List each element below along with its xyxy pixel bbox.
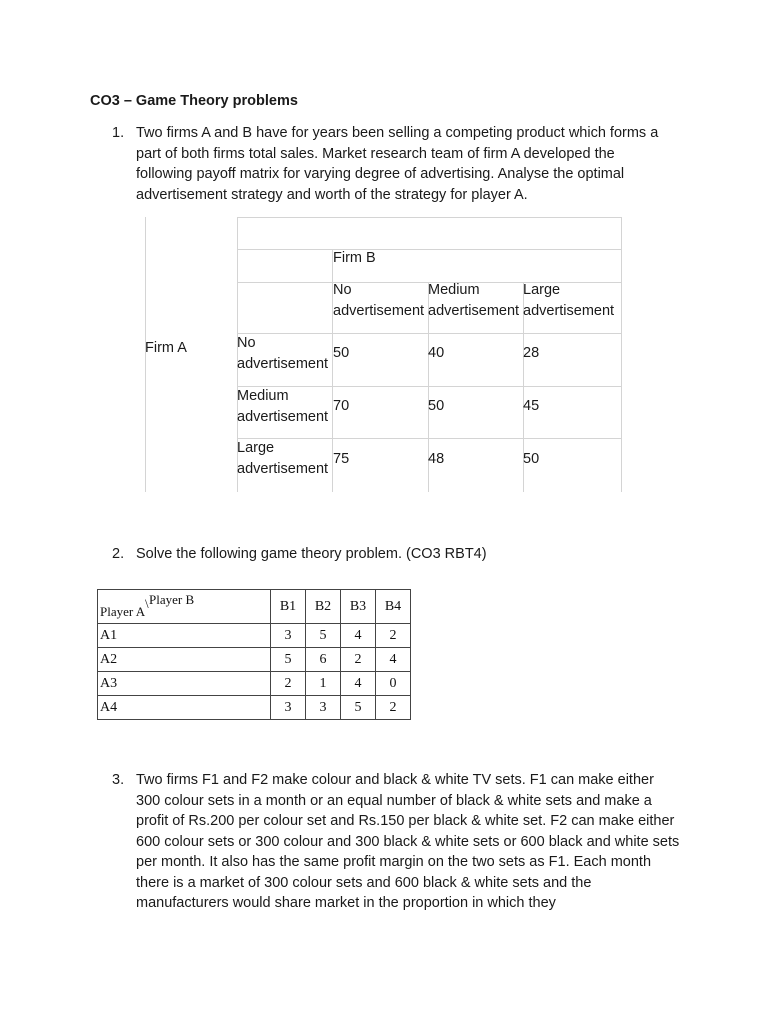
col-header: B2 — [306, 590, 341, 624]
col-player-label: Player B — [149, 592, 195, 607]
col-header: B4 — [376, 590, 411, 624]
payoff-cell: 50 — [333, 345, 350, 361]
payoff-cell: 1 — [306, 672, 341, 696]
question-text: Two firms F1 and F2 make colour and black & white TV sets. F1 can make either 300 colour sets in a month or an equal number of black & white sets and make a profit of Rs.200 per colour set and Rs.150 per black & white set. F2 can make either 600 colour sets or 300 colour and 300 black & white sets or 600 black and white sets per month. It also has the same profit margin on the two sets as F1. Each month there is a market of 300 colour sets and 600 black & white sets and the manufacturers would share market in the proportion in which they — [136, 772, 680, 911]
corner-cell: Player A \ Player B — [98, 590, 271, 624]
row-header: A2 — [98, 648, 271, 672]
payoff-cell: 50 — [523, 451, 540, 467]
row-header: A4 — [98, 696, 271, 720]
payoff-cell: 75 — [333, 451, 350, 467]
payoff-cell: 3 — [306, 696, 341, 720]
payoff-cell: 48 — [428, 451, 445, 467]
question-number: 1. — [112, 125, 125, 141]
col-header: Medium advertisement — [428, 282, 520, 319]
row-header: Medium advertisement — [237, 388, 329, 425]
payoff-cell: 0 — [376, 672, 411, 696]
game-matrix-table — [97, 589, 411, 720]
payoff-cell: 70 — [333, 398, 350, 414]
question-text: Two firms A and B have for years been selling a competing product which forms a part of both firms total sales. Market research team of firm A developed the following payoff matrix for varying degree of advertising. Analyse the optimal advertisement strategy and worth of the strategy for player A. — [136, 125, 659, 203]
payoff-cell: 2 — [376, 696, 411, 720]
table-row — [98, 624, 411, 648]
payoff-matrix-table — [145, 217, 622, 492]
row-player-label: Firm A — [145, 340, 187, 356]
question-number: 2. — [112, 546, 125, 562]
payoff-cell: 28 — [523, 345, 540, 361]
col-header: B1 — [271, 590, 306, 624]
payoff-cell: 2 — [271, 672, 306, 696]
table-row — [98, 648, 411, 672]
payoff-cell: 2 — [376, 624, 411, 648]
payoff-cell: 45 — [523, 398, 540, 414]
payoff-cell: 6 — [306, 648, 341, 672]
col-header: B3 — [341, 590, 376, 624]
payoff-cell: 50 — [428, 398, 445, 414]
page-title: CO3 – Game Theory problems — [90, 93, 298, 109]
payoff-cell: 40 — [428, 345, 445, 361]
payoff-cell: 5 — [341, 696, 376, 720]
payoff-cell: 3 — [271, 624, 306, 648]
question-text: Solve the following game theory problem. (CO3 RBT4) — [136, 546, 487, 562]
payoff-cell: 4 — [341, 672, 376, 696]
row-header: A1 — [98, 624, 271, 648]
payoff-cell: 3 — [271, 696, 306, 720]
row-header: A3 — [98, 672, 271, 696]
row-header: Large advertisement — [237, 440, 329, 477]
table-row — [98, 672, 411, 696]
question-number: 3. — [112, 772, 125, 788]
col-player-label: Firm B — [333, 250, 376, 266]
payoff-cell: 4 — [376, 648, 411, 672]
payoff-cell: 5 — [306, 624, 341, 648]
table-row — [98, 696, 411, 720]
payoff-cell: 5 — [271, 648, 306, 672]
row-player-label: Player A — [100, 604, 146, 619]
payoff-cell: 2 — [341, 648, 376, 672]
col-header: No advertisement — [333, 282, 425, 319]
payoff-cell: 4 — [341, 624, 376, 648]
col-header: Large advertisement — [523, 282, 615, 319]
row-header: No advertisement — [237, 335, 329, 372]
